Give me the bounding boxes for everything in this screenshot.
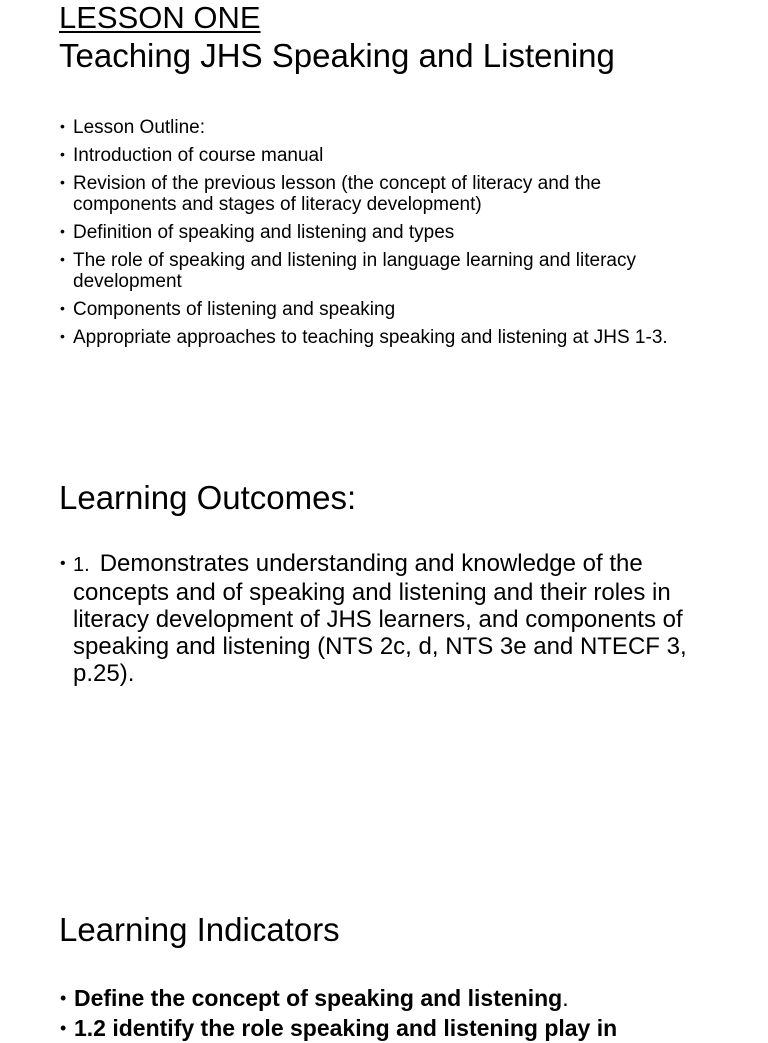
outline-item: • Components of listening and speaking — [60, 299, 700, 320]
outcome-number: 1. — [73, 554, 90, 576]
lesson-title: Teaching JHS Speaking and Listening — [59, 37, 615, 74]
outline-item: • Definition of speaking and listening and types — [60, 222, 700, 243]
learning-indicators-heading: Learning Indicators — [59, 911, 340, 948]
learning-outcomes-heading-text: Learning Outcomes — [59, 479, 347, 516]
outline-item: • Lesson Outline: — [60, 117, 700, 138]
outline-item: • Revision of the previous lesson (the concept of literacy and the components and stages of literacy development) — [60, 173, 700, 215]
learning-outcomes-heading — [59, 479, 356, 517]
outline-item: • Introduction of course manual — [60, 145, 700, 166]
indicator-text: 1.2 identify the role speaking and listening play in — [74, 1015, 618, 1041]
indicator-text: Define the concept of speaking and listening — [74, 985, 563, 1011]
outcome-item — [60, 550, 710, 687]
outline-item: • Appropriate approaches to teaching speaking and listening at JHS 1-3. — [60, 327, 700, 348]
outline-item: • The role of speaking and listening in language learning and literacy development — [60, 250, 700, 292]
learning-outcomes-heading-colon: : — [347, 479, 357, 516]
outcome-text: Demonstrates understanding and knowledge of the concepts and of speaking and listening and their roles in literacy development of JHS learners, and components of speaking and listening (NTS 2c, d, NTS 3e and NTECF 3, p.25). — [73, 550, 687, 687]
indicator-suffix: . — [562, 985, 569, 1011]
learning-indicators-list — [60, 983, 740, 1043]
lesson-label: LESSON ONE — [59, 0, 261, 35]
indicator-item — [60, 1013, 740, 1043]
learning-outcomes-list — [60, 550, 710, 687]
lesson-outline-list — [60, 117, 700, 355]
indicator-item — [60, 983, 740, 1013]
